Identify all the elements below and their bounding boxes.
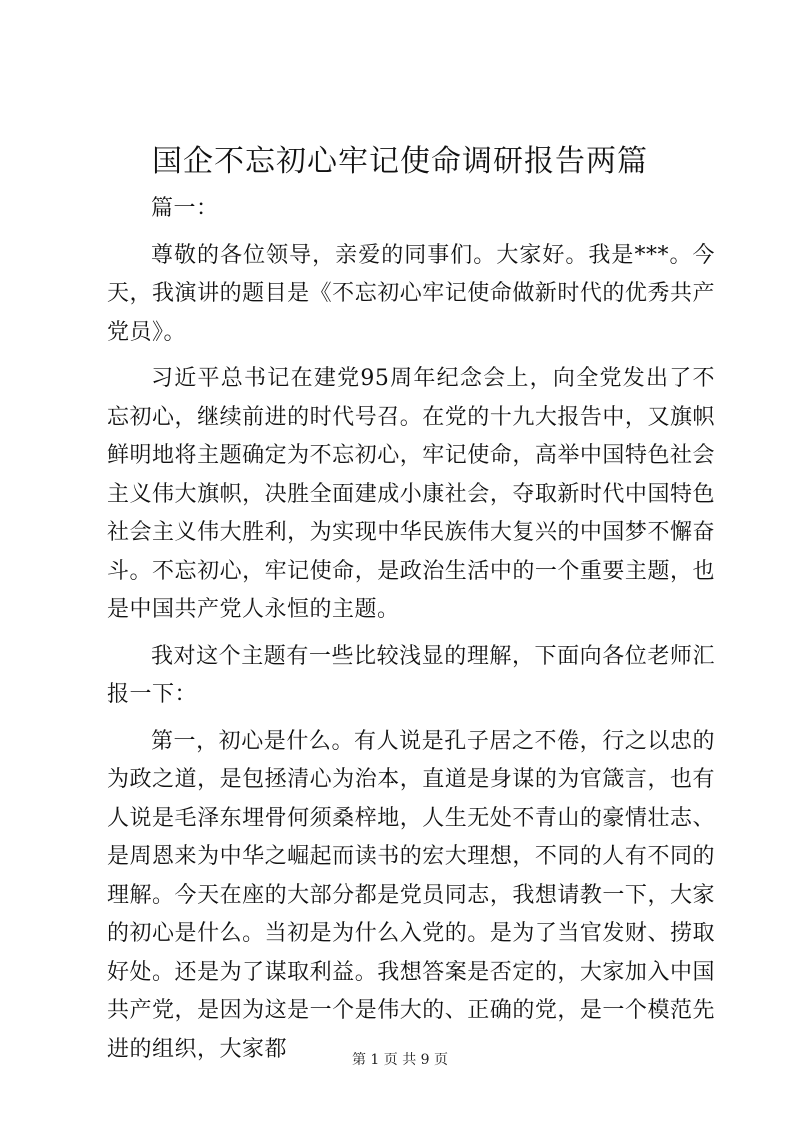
paragraph-intro: 我对这个主题有一些比较浅显的理解，下面向各位老师汇报一下： xyxy=(107,643,715,707)
paragraph-greeting: 尊敬的各位领导，亲爱的同事们。大家好。我是***。今天，我演讲的题目是《不忘初心牢记使命做新时代的优秀共产党员》。 xyxy=(107,242,715,345)
page-footer: 第 1 页 共 9 页 xyxy=(351,1052,449,1068)
paragraph-background: 习近平总书记在建党95周年纪念会上，向全党发出了不忘初心，继续前进的时代号召。在党的十九大报告中，又旗帜鲜明地将主题确定为不忘初心，牢记使命，高举中国特色社会主义伟大旗帜，决胜全面建成小康社会，夺取新时代中国特色社会主义伟大胜利，为实现中华民族伟大复兴的中国梦不懈奋斗。不忘初心，牢记使命，是政治生活中的一个重要主题，也是中国共产党人永恒的主题。 xyxy=(107,366,715,622)
document-title: 国企不忘初心牢记使命调研报告两篇 xyxy=(152,144,648,179)
paragraph-section-label: 篇一： xyxy=(151,196,219,221)
document-body xyxy=(107,190,715,1077)
paragraph-first-point: 第一，初心是什么。有人说是孔子居之不倦，行之以忠的为政之道，是包拯清心为治本，直道是身谋的为官箴言，也有人说是毛泽东埋骨何须桑梓地，人生无处不青山的豪情壮志、是周恩来为中华之崛起而读书的宏大理想，不同的人有不同的理解。今天在座的大部分都是党员同志，我想请教一下，大家的初心是什么。当初是为什么入党的。是为了当官发财、捞取好处。还是为了谋取利益。我想答案是否定的，大家加入中国共产党，是因为这是一个是伟大的、正确的党，是一个模范先进的组织，大家都 xyxy=(107,728,715,1062)
